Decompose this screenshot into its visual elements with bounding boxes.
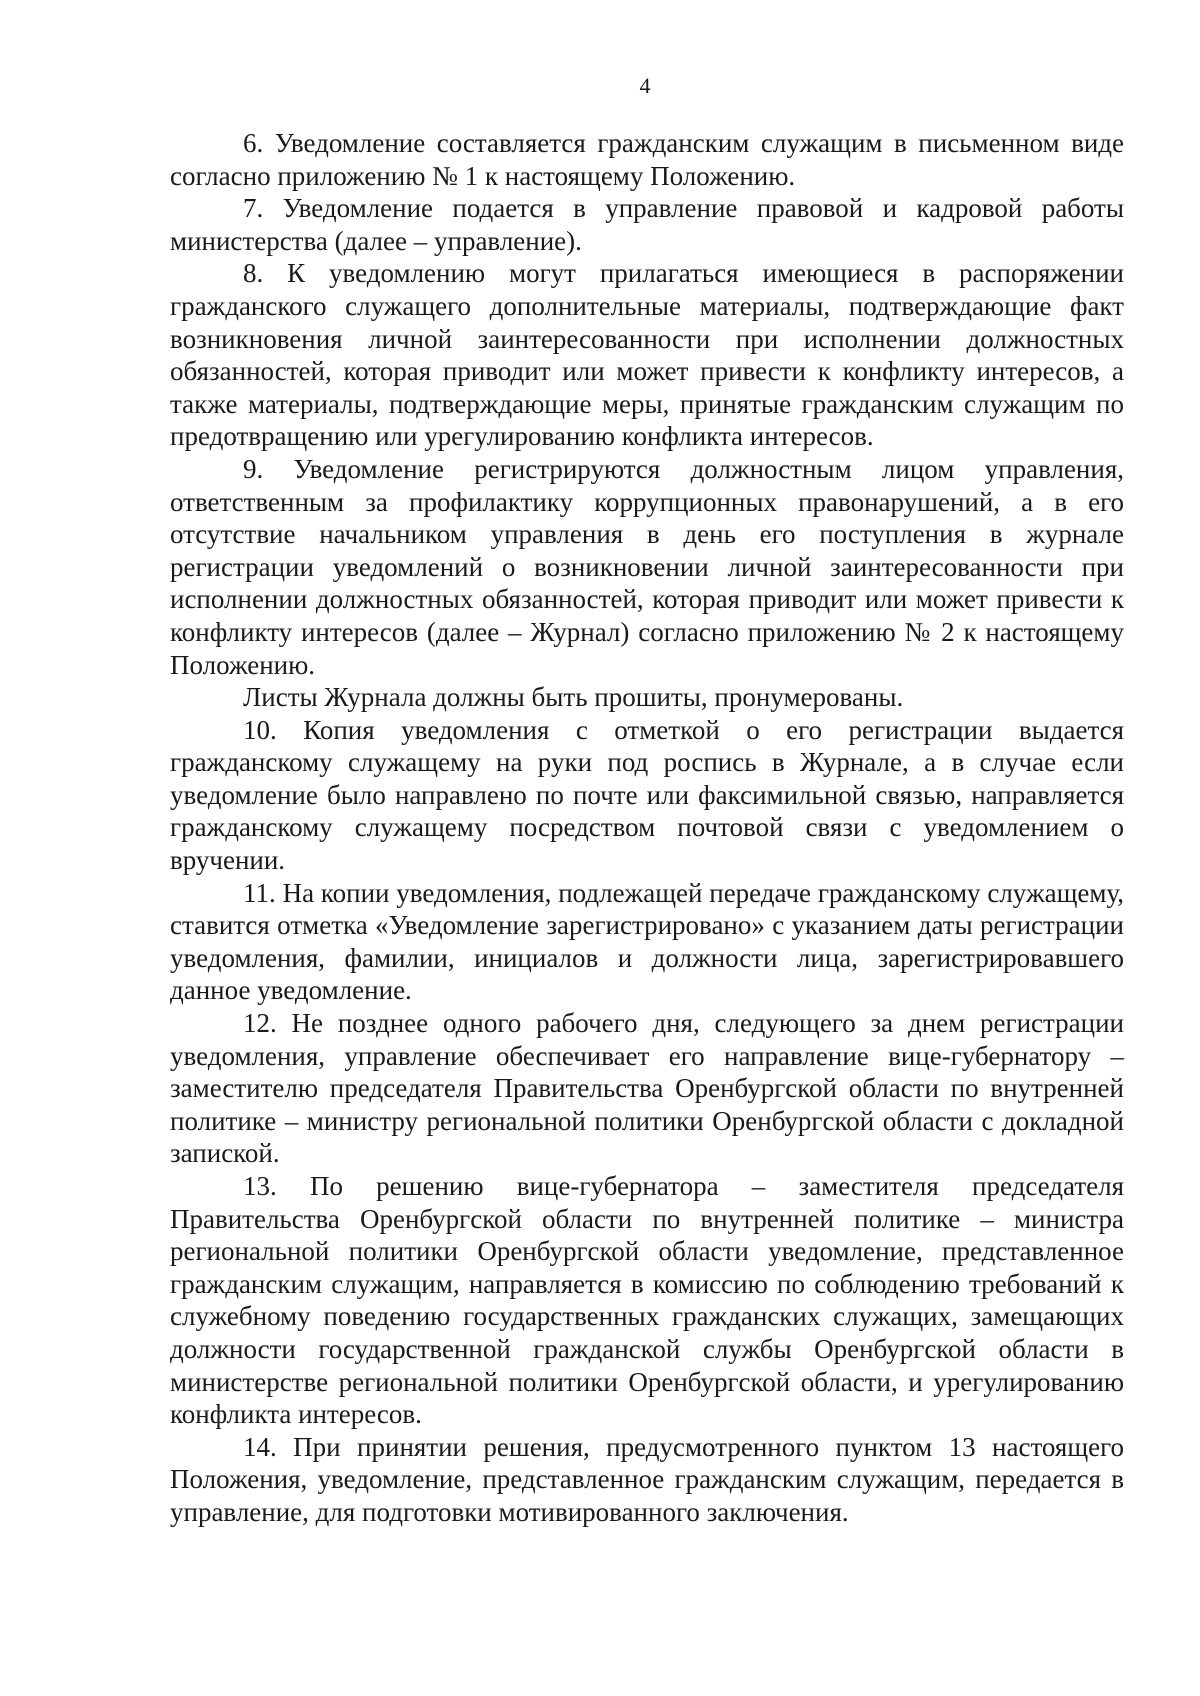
paragraph-7: 7. Уведомление подается в управление правовой и кадровой работы министерства (далее – управление). bbox=[170, 193, 1124, 256]
paragraph-11: 11. На копии уведомления, подлежащей передаче гражданскому служащему, ставится отметка «Уведомление зарегистрировано» с указанием даты регистрации уведомления, фамилии, инициалов и должности лица, зарегистрировавшего данное уведомление. bbox=[170, 877, 1124, 1006]
paragraph-8: 8. К уведомлению могут прилагаться имеющиеся в распоряжении гражданского служащего дополнительные материалы, подтверждающие факт возникновения личной заинтересованности при исполнении должностных обязанностей, которая приводит или может привести к конфликту интересов, а также материалы, подтверждающие меры, принятые гражданским служащим по предотвращению или урегулированию конфликта интересов. bbox=[170, 258, 1124, 452]
document-body bbox=[170, 127, 1124, 1529]
paragraph-6: 6. Уведомление составляется гражданским служащим в письменном виде согласно приложению № 1 к настоящему Положению. bbox=[170, 128, 1124, 191]
paragraph-10: 10. Копия уведомления с отметкой о его регистрации выдается гражданскому служащему на руки под роспись в Журнале, а в случае если уведомление было направлено по почте или факсимильной связью, направляется гражданскому служащему посредством почтовой связи с уведомлением о вручении. bbox=[170, 714, 1124, 876]
paragraph-9: 9. Уведомление регистрируются должностным лицом управления, ответственным за профилактику коррупционных правонарушений, а в его отсутствие начальником управления в день его поступления в журнале регистрации уведомлений о возникновении личной заинтересованности при исполнении должностных обязанностей, которая приводит или может привести к конфликту интересов (далее – Журнал) согласно приложению № 2 к настоящему Положению. bbox=[170, 453, 1124, 680]
paragraph-9-note: Листы Журнала должны быть прошиты, пронумерованы. bbox=[243, 682, 904, 713]
paragraph-12: 12. Не позднее одного рабочего дня, следующего за днем регистрации уведомления, управление обеспечивает его направление вице-губернатору – заместителю председателя Правительства Оренбургской области по внутренней политике – министру региональной политики Оренбургской области с докладной запиской. bbox=[170, 1008, 1124, 1169]
page-number: 4 bbox=[639, 73, 651, 98]
paragraph-13: 13. По решению вице-губернатора – заместителя председателя Правительства Оренбургской области по внутренней политике – министра региональной политики Оренбургской области уведомление, представленное гражданским служащим, направляется в комиссию по соблюдению требований к служебному поведению государственных гражданских служащих, замещающих должности государственной гражданской службы Оренбургской области в министерстве региональной политики Оренбургской области, и урегулированию конфликта интересов. bbox=[170, 1171, 1124, 1430]
paragraph-14: 14. При принятии решения, предусмотренного пунктом 13 настоящего Положения, уведомление, представленное гражданским служащим, передается в управление, для подготовки мотивированного заключения. bbox=[170, 1431, 1124, 1527]
